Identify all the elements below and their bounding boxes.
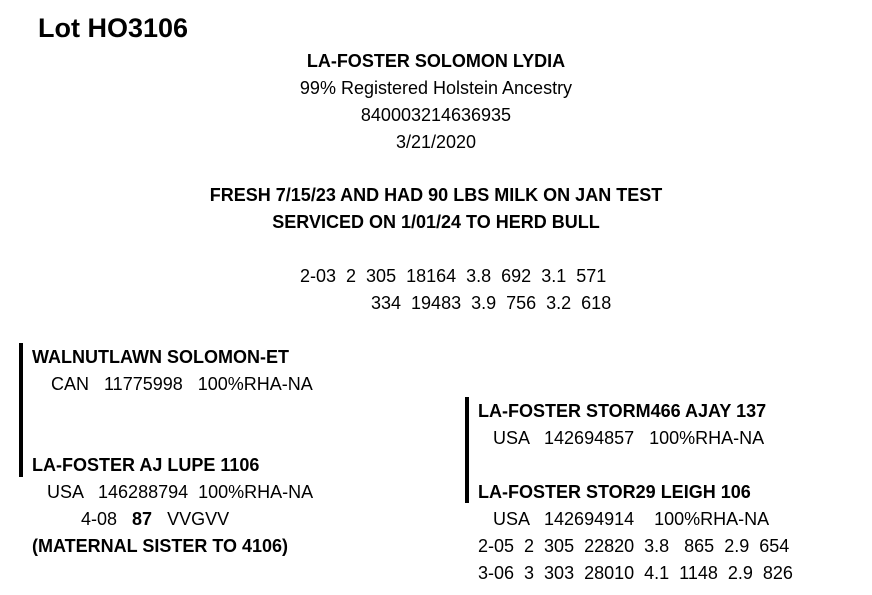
lot-number: Lot HO3106 [38, 13, 189, 43]
animal-name: LA-FOSTER SOLOMON LYDIA [306, 51, 566, 71]
dam-note: (MATERNAL SISTER TO 4106) [32, 536, 289, 556]
dam-dam-details: USA 142694914 100%RHA-NA [493, 509, 770, 529]
production-record-2: 334 19483 3.9 756 3.2 618 [371, 293, 612, 313]
service-note: SERVICED ON 1/01/24 TO HERD BULL [272, 212, 600, 232]
dam-dam-name: LA-FOSTER STOR29 LEIGH 106 [478, 482, 751, 502]
dam-classification [81, 508, 229, 530]
sire-details: CAN 11775998 100%RHA-NA [51, 374, 313, 394]
animal-birth-date: 3/21/2020 [395, 132, 477, 152]
dam-class-grade: VVGVV [167, 509, 230, 529]
dam-name: LA-FOSTER AJ LUPE 1106 [32, 455, 260, 475]
dam-sire-details: USA 142694857 100%RHA-NA [493, 428, 765, 448]
fresh-note: FRESH 7/15/23 AND HAD 90 LBS MILK ON JAN TEST [209, 185, 663, 205]
animal-id: 840003214636935 [360, 105, 512, 125]
dam-dam-record-2: 3-06 3 303 28010 4.1 1148 2.9 826 [478, 563, 793, 583]
animal-ancestry: 99% Registered Holstein Ancestry [299, 78, 573, 98]
pedigree-bracket-right [465, 397, 469, 503]
dam-dam-record-1: 2-05 2 305 22820 3.8 865 2.9 654 [478, 536, 790, 556]
production-record-1: 2-03 2 305 18164 3.8 692 3.1 571 [300, 266, 607, 286]
dam-details: USA 146288794 100%RHA-NA [47, 482, 314, 502]
pedigree-bracket-left [19, 343, 23, 477]
dam-class-score: 87 [132, 509, 153, 529]
dam-class-age: 4-08 [81, 509, 118, 529]
sire-name: WALNUTLAWN SOLOMON-ET [32, 347, 289, 367]
dam-sire-name: LA-FOSTER STORM466 AJAY 137 [478, 401, 767, 421]
